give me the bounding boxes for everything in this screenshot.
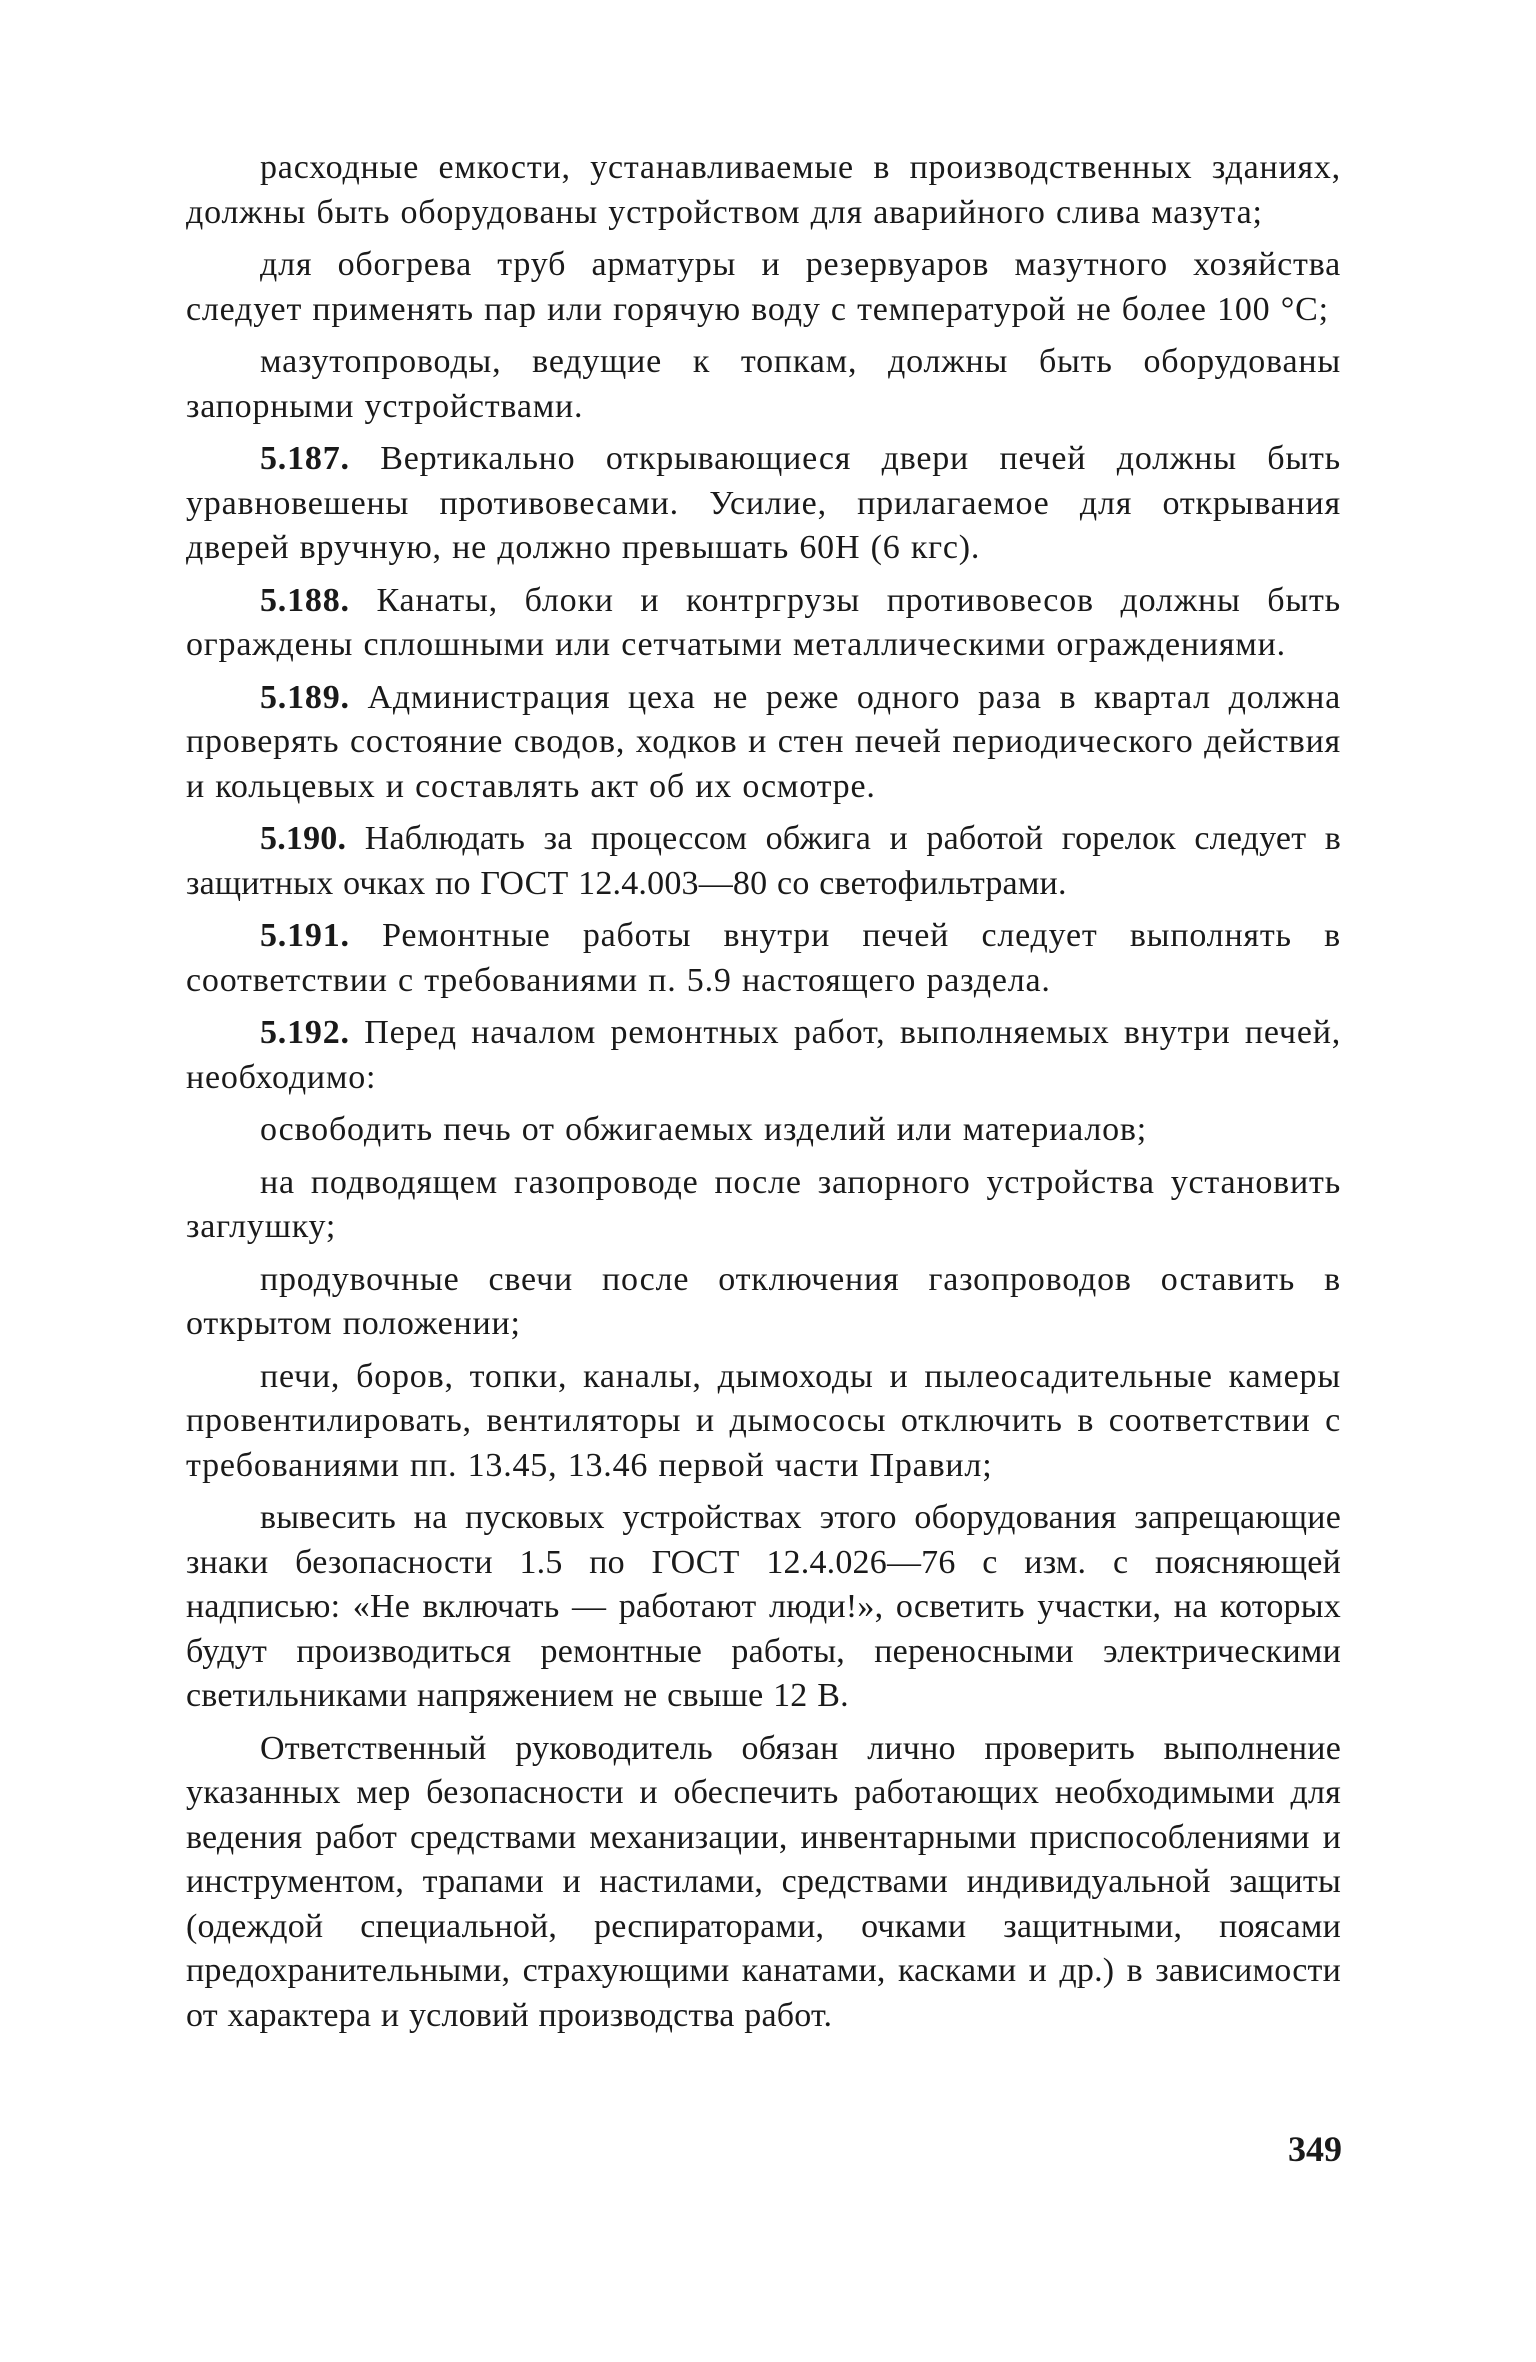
paragraph: Ответственный руководитель обязан лично проверить выполнение указанных мер безопасности и обеспечить работающих необходимыми для ведения работ средствами механизации, инвентарными приспособлениями и инструментом, трапами и настилами, средствами индивидуальной защиты (одеждой специальной, респираторами, очками защитными, поясами предохранительными, страхующими канатами, касками и др.) в зависимости от характера и условий производства работ. xyxy=(186,1729,1341,2034)
paragraph: на подводящем газопроводе после запорного устройства установить заглушку; xyxy=(186,1163,1341,1245)
clause-number: 5.187. xyxy=(260,440,350,477)
paragraph: 5.188. Канаты, блоки и контргрузы противовесов должны быть ограждены сплошными или сетчатыми металлическими ограждениями. xyxy=(186,581,1341,663)
page-number: 349 xyxy=(1288,2129,1342,2169)
paragraph: мазутопроводы, ведущие к топкам, должны быть оборудованы запорными устройствами. xyxy=(186,343,1341,425)
paragraph: печи, боров, топки, каналы, дымоходы и пылеосадительные камеры провентилировать, вентиляторы и дымососы отключить в соответствии с требованиями пп. 13.45, 13.46 первой части Правил; xyxy=(186,1357,1341,1484)
paragraph: продувочные свечи после отключения газопроводов оставить в открытом положении; xyxy=(186,1260,1341,1342)
paragraph: освободить печь от обжигаемых изделий или материалов; xyxy=(260,1111,1148,1148)
paragraph: расходные емкости, устанавливаемые в производственных зданиях, должны быть оборудованы устройством для аварийного слива мазута; xyxy=(186,149,1341,231)
paragraph: 5.192. Перед началом ремонтных работ, выполняемых внутри печей, необходимо: xyxy=(186,1014,1342,1096)
paragraph: 5.191. Ремонтные работы внутри печей следует выполнять в соответствии с требованиями п. 5.9 настоящего раздела. xyxy=(186,917,1341,999)
paragraph: 5.187. Вертикально открывающиеся двери печей должны быть уравновешены противовесами. Усилие, прилагаемое для открывания дверей вручную, не должно превышать 60Н (6 кгс). xyxy=(186,440,1341,566)
paragraph: 5.189. Администрация цеха не реже одного раза в квартал должна проверять состояние сводов, ходков и стен печей периодического действия и кольцевых и составлять акт об их осмотре. xyxy=(186,678,1341,805)
paragraph: для обогрева труб арматуры и резервуаров мазутного хозяйства следует применять пар или горячую воду с температурой не более 100 °С; xyxy=(186,246,1341,328)
document-page xyxy=(186,146,1341,2046)
clause-number: 5.192. xyxy=(260,1014,350,1051)
clause-number: 5.190. xyxy=(260,820,347,857)
paragraph: вывесить на пусковых устройствах этого оборудования запрещающие знаки безопасности 1.5 по ГОСТ 12.4.026—76 с изм. с поясняющей надписью: «Не включать — работают люди!», осветить участки, на которых будут производиться ремонтные работы, переносными электрическими светильниками напряжением не свыше 12 В. xyxy=(186,1499,1341,1714)
clause-number: 5.188. xyxy=(260,581,350,619)
clause-number: 5.191. xyxy=(260,917,350,954)
clause-number: 5.189. xyxy=(260,678,350,716)
paragraph: 5.190. Наблюдать за процессом обжига и работой горелок следует в защитных очках по ГОСТ 12.4.003—80 со светофильтрами. xyxy=(186,820,1341,902)
